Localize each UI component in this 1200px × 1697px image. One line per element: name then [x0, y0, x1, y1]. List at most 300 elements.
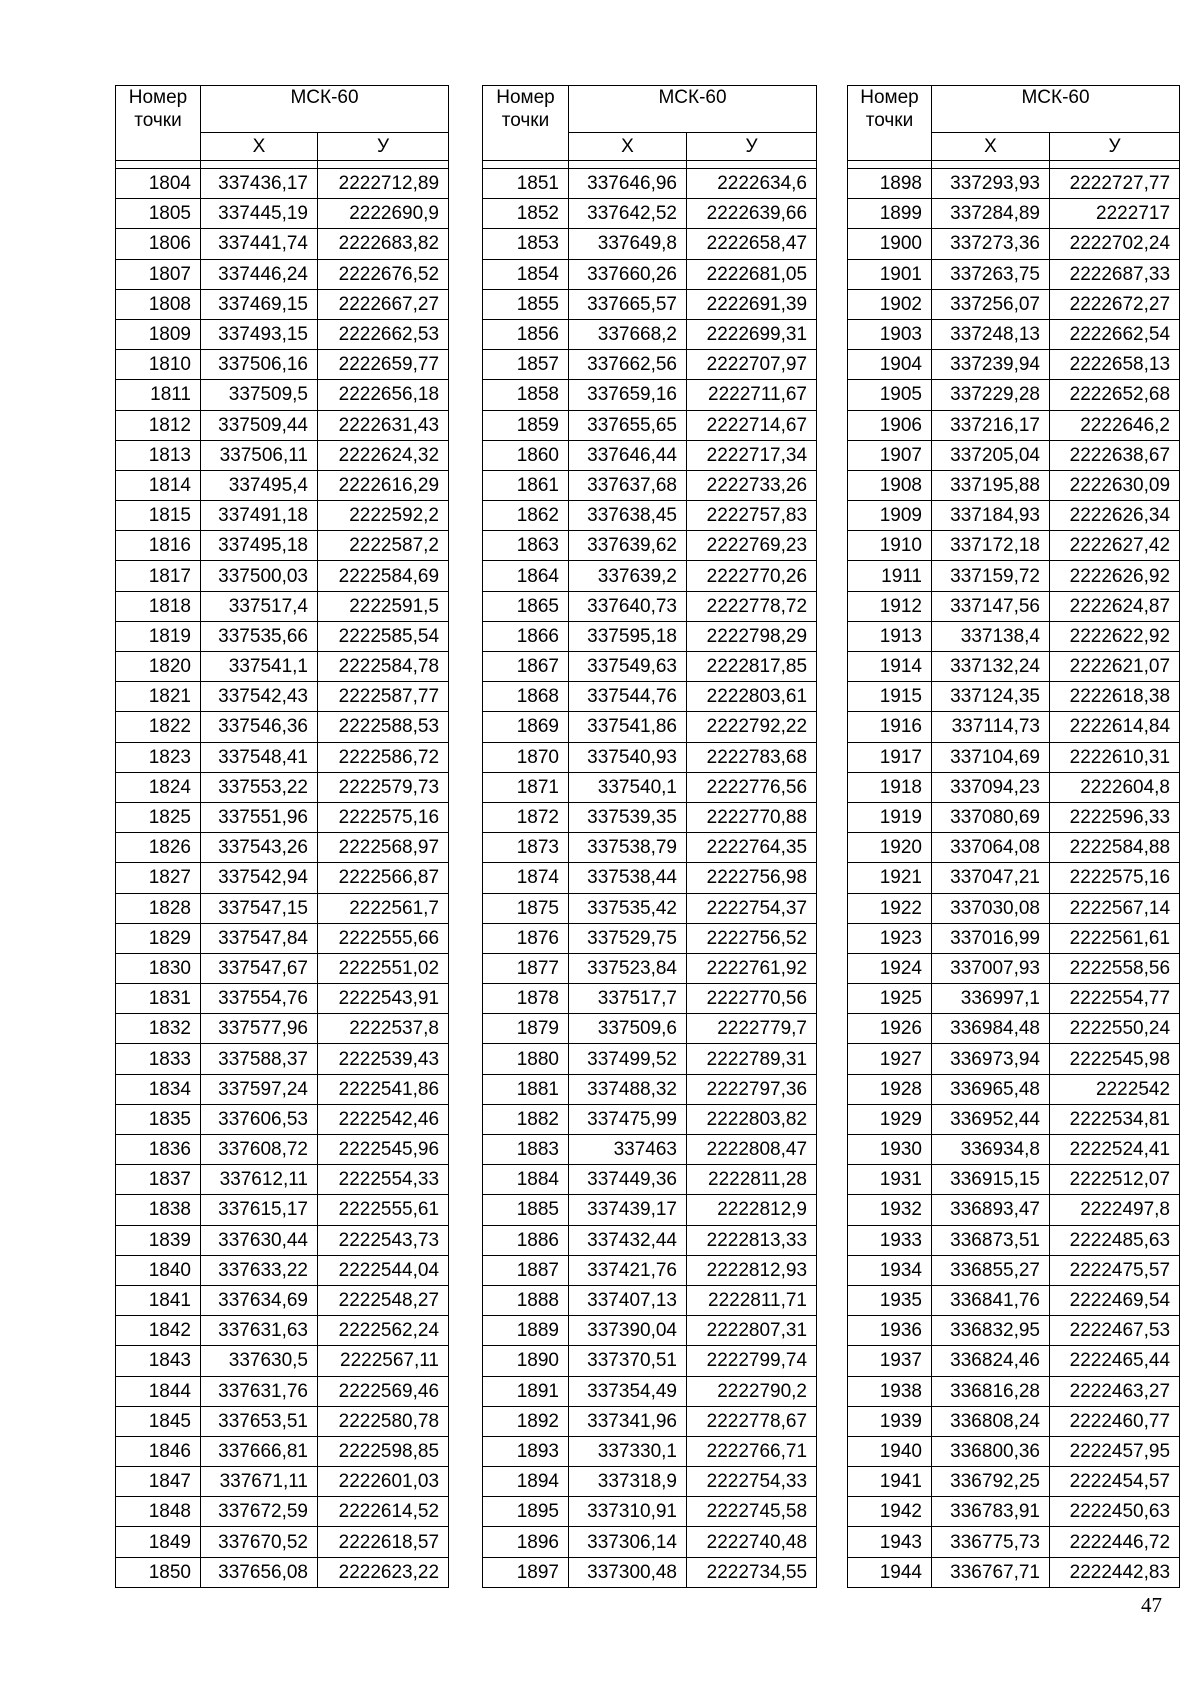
point-number-cell: 1929 [848, 1104, 932, 1134]
table-row [848, 561, 1180, 591]
y-coordinate-cell: 2222460,77 [1050, 1406, 1180, 1436]
x-coordinate-cell: 337672,59 [201, 1497, 318, 1527]
y-coordinate-cell: 2222676,52 [318, 259, 449, 289]
x-coordinate-cell: 336783,91 [932, 1497, 1050, 1527]
x-coordinate-cell: 337306,14 [569, 1527, 687, 1557]
y-coordinate-cell: 2222712,89 [318, 169, 449, 199]
point-number-cell: 1927 [848, 1044, 932, 1074]
x-coordinate-cell: 336915,15 [932, 1165, 1050, 1195]
point-number-cell: 1807 [116, 259, 201, 289]
y-coordinate-cell: 2222770,56 [687, 984, 817, 1014]
x-coordinate-cell: 337523,84 [569, 953, 687, 983]
point-number-cell: 1915 [848, 682, 932, 712]
x-coordinate-cell: 336965,48 [932, 1074, 1050, 1104]
header-x: Х [201, 133, 318, 161]
x-coordinate-cell: 337064,08 [932, 833, 1050, 863]
y-coordinate-cell: 2222803,82 [687, 1104, 817, 1134]
y-coordinate-cell: 2222568,97 [318, 833, 449, 863]
y-coordinate-cell: 2222621,07 [1050, 652, 1180, 682]
table-row [116, 169, 449, 199]
x-coordinate-cell: 337436,17 [201, 169, 318, 199]
table-row [116, 1376, 449, 1406]
point-number-cell: 1893 [483, 1436, 569, 1466]
point-number-cell: 1818 [116, 591, 201, 621]
point-number-cell: 1862 [483, 501, 569, 531]
point-number-cell: 1943 [848, 1527, 932, 1557]
point-number-cell: 1904 [848, 350, 932, 380]
point-number-cell: 1819 [116, 621, 201, 651]
x-coordinate-cell: 336984,48 [932, 1014, 1050, 1044]
y-coordinate-cell: 2222790,2 [687, 1376, 817, 1406]
table-row [116, 1436, 449, 1466]
y-coordinate-cell: 2222808,47 [687, 1135, 817, 1165]
y-coordinate-cell: 2222567,11 [318, 1346, 449, 1376]
x-coordinate-cell: 336832,95 [932, 1316, 1050, 1346]
table-row [483, 1104, 817, 1134]
y-coordinate-cell: 2222799,74 [687, 1346, 817, 1376]
y-coordinate-cell: 2222812,93 [687, 1255, 817, 1285]
y-coordinate-cell: 2222585,54 [318, 621, 449, 651]
y-coordinate-cell: 2222579,73 [318, 772, 449, 802]
point-number-cell: 1852 [483, 199, 569, 229]
table-row [483, 169, 817, 199]
point-number-cell: 1919 [848, 802, 932, 832]
point-number-cell: 1833 [116, 1044, 201, 1074]
y-coordinate-cell: 2222783,68 [687, 742, 817, 772]
point-number-cell: 1822 [116, 712, 201, 742]
point-number-cell: 1843 [116, 1346, 201, 1376]
y-coordinate-cell: 2222776,56 [687, 772, 817, 802]
point-number-cell: 1941 [848, 1467, 932, 1497]
x-coordinate-cell: 337432,44 [569, 1225, 687, 1255]
point-number-cell: 1828 [116, 893, 201, 923]
y-coordinate-cell: 2222754,33 [687, 1467, 817, 1497]
x-coordinate-cell: 337535,42 [569, 893, 687, 923]
table-row [483, 1135, 817, 1165]
x-coordinate-cell: 337114,73 [932, 712, 1050, 742]
header-y: У [1050, 133, 1180, 161]
x-coordinate-cell: 336841,76 [932, 1285, 1050, 1315]
x-coordinate-cell: 337229,28 [932, 380, 1050, 410]
x-coordinate-cell: 337159,72 [932, 561, 1050, 591]
x-coordinate-cell: 337540,93 [569, 742, 687, 772]
table-row [116, 350, 449, 380]
x-coordinate-cell: 337493,15 [201, 319, 318, 349]
header-x: Х [569, 133, 687, 161]
x-coordinate-cell: 337256,07 [932, 289, 1050, 319]
point-number-cell: 1932 [848, 1195, 932, 1225]
x-coordinate-cell: 337630,44 [201, 1225, 318, 1255]
y-coordinate-cell: 2222604,8 [1050, 772, 1180, 802]
y-coordinate-cell: 2222543,91 [318, 984, 449, 1014]
point-number-cell: 1829 [116, 923, 201, 953]
x-coordinate-cell: 337445,19 [201, 199, 318, 229]
y-coordinate-cell: 2222672,27 [1050, 289, 1180, 319]
header-point-number: Номер точки [116, 86, 201, 161]
y-coordinate-cell: 2222714,67 [687, 410, 817, 440]
x-coordinate-cell: 337446,24 [201, 259, 318, 289]
x-coordinate-cell: 337184,93 [932, 501, 1050, 531]
y-coordinate-cell: 2222639,66 [687, 199, 817, 229]
point-number-cell: 1897 [483, 1557, 569, 1587]
point-number-cell: 1944 [848, 1557, 932, 1587]
y-coordinate-cell: 2222558,56 [1050, 953, 1180, 983]
x-coordinate-cell: 337634,69 [201, 1285, 318, 1315]
table-row [116, 742, 449, 772]
y-coordinate-cell: 2222764,35 [687, 833, 817, 863]
point-number-cell: 1849 [116, 1527, 201, 1557]
point-number-cell: 1930 [848, 1135, 932, 1165]
x-coordinate-cell: 337539,35 [569, 802, 687, 832]
x-coordinate-cell: 337172,18 [932, 531, 1050, 561]
x-coordinate-cell: 337671,11 [201, 1467, 318, 1497]
y-coordinate-cell: 2222454,57 [1050, 1467, 1180, 1497]
table-row [848, 440, 1180, 470]
table-row [116, 380, 449, 410]
x-coordinate-cell: 337535,66 [201, 621, 318, 651]
table-row [483, 561, 817, 591]
header-coordinate-system: МСК-60 [201, 86, 449, 133]
y-coordinate-cell: 2222770,26 [687, 561, 817, 591]
y-coordinate-cell: 2222757,83 [687, 501, 817, 531]
point-number-cell: 1804 [116, 169, 201, 199]
table-row [848, 470, 1180, 500]
point-number-cell: 1826 [116, 833, 201, 863]
y-coordinate-cell: 2222575,16 [1050, 863, 1180, 893]
y-coordinate-cell: 2222588,53 [318, 712, 449, 742]
x-coordinate-cell: 336855,27 [932, 1255, 1050, 1285]
y-coordinate-cell: 2222792,22 [687, 712, 817, 742]
point-number-cell: 1887 [483, 1255, 569, 1285]
point-number-cell: 1842 [116, 1316, 201, 1346]
table-row [483, 1255, 817, 1285]
x-coordinate-cell: 337547,67 [201, 953, 318, 983]
table-row [116, 470, 449, 500]
table-row [848, 410, 1180, 440]
point-number-cell: 1922 [848, 893, 932, 923]
y-coordinate-cell: 2222717,34 [687, 440, 817, 470]
point-number-cell: 1835 [116, 1104, 201, 1134]
point-number-cell: 1806 [116, 229, 201, 259]
x-coordinate-cell: 337660,26 [569, 259, 687, 289]
y-coordinate-cell: 2222699,31 [687, 319, 817, 349]
x-coordinate-cell: 337655,65 [569, 410, 687, 440]
point-number-cell: 1869 [483, 712, 569, 742]
x-coordinate-cell: 337132,24 [932, 652, 1050, 682]
point-number-cell: 1864 [483, 561, 569, 591]
x-coordinate-cell: 336893,47 [932, 1195, 1050, 1225]
x-coordinate-cell: 337495,4 [201, 470, 318, 500]
table-row [848, 1195, 1180, 1225]
x-coordinate-cell: 337597,24 [201, 1074, 318, 1104]
table-row [848, 380, 1180, 410]
x-coordinate-cell: 336808,24 [932, 1406, 1050, 1436]
y-coordinate-cell: 2222534,81 [1050, 1104, 1180, 1134]
point-number-cell: 1934 [848, 1255, 932, 1285]
table-row [483, 1165, 817, 1195]
x-coordinate-cell: 337469,15 [201, 289, 318, 319]
y-coordinate-cell: 2222740,48 [687, 1527, 817, 1557]
table-row [116, 289, 449, 319]
x-coordinate-cell: 336767,71 [932, 1557, 1050, 1587]
y-coordinate-cell: 2222638,67 [1050, 440, 1180, 470]
y-coordinate-cell: 2222734,55 [687, 1557, 817, 1587]
table-row [848, 923, 1180, 953]
x-coordinate-cell: 337318,9 [569, 1467, 687, 1497]
x-coordinate-cell: 336800,36 [932, 1436, 1050, 1466]
x-coordinate-cell: 337544,76 [569, 682, 687, 712]
x-coordinate-cell: 337665,57 [569, 289, 687, 319]
point-number-cell: 1847 [116, 1467, 201, 1497]
header-y: У [318, 133, 449, 161]
x-coordinate-cell: 337649,8 [569, 229, 687, 259]
table-row [848, 1316, 1180, 1346]
table-row [116, 229, 449, 259]
point-number-cell: 1855 [483, 289, 569, 319]
point-number-cell: 1846 [116, 1436, 201, 1466]
y-coordinate-cell: 2222798,29 [687, 621, 817, 651]
y-coordinate-cell: 2222711,67 [687, 380, 817, 410]
coord-table-3 [847, 85, 1180, 1588]
table-row [116, 1014, 449, 1044]
table-row [483, 591, 817, 621]
table-row [848, 953, 1180, 983]
point-number-cell: 1899 [848, 199, 932, 229]
table-row [116, 984, 449, 1014]
point-number-cell: 1883 [483, 1135, 569, 1165]
x-coordinate-cell: 337239,94 [932, 350, 1050, 380]
table-row [116, 1406, 449, 1436]
table-row [848, 1104, 1180, 1134]
x-coordinate-cell: 337354,49 [569, 1376, 687, 1406]
table-row [483, 1074, 817, 1104]
y-coordinate-cell: 2222627,42 [1050, 531, 1180, 561]
point-number-cell: 1925 [848, 984, 932, 1014]
y-coordinate-cell: 2222446,72 [1050, 1527, 1180, 1557]
table-row [848, 199, 1180, 229]
table-row [848, 1497, 1180, 1527]
table-row [116, 772, 449, 802]
point-number-cell: 1889 [483, 1316, 569, 1346]
point-number-cell: 1867 [483, 652, 569, 682]
point-number-cell: 1912 [848, 591, 932, 621]
x-coordinate-cell: 337488,32 [569, 1074, 687, 1104]
table-row [116, 1104, 449, 1134]
y-coordinate-cell: 2222630,09 [1050, 470, 1180, 500]
x-coordinate-cell: 337543,26 [201, 833, 318, 863]
table-row [848, 229, 1180, 259]
table-row [848, 1074, 1180, 1104]
point-number-cell: 1817 [116, 561, 201, 591]
x-coordinate-cell: 337639,62 [569, 531, 687, 561]
table-row [483, 1285, 817, 1315]
header-coordinate-system: МСК-60 [569, 86, 817, 133]
x-coordinate-cell: 337640,73 [569, 591, 687, 621]
table-row [483, 470, 817, 500]
table-row [483, 1497, 817, 1527]
y-coordinate-cell: 2222707,97 [687, 350, 817, 380]
y-coordinate-cell: 2222624,87 [1050, 591, 1180, 621]
header-x: Х [932, 133, 1050, 161]
table-row [848, 1436, 1180, 1466]
table-row [483, 652, 817, 682]
y-coordinate-cell: 2222592,2 [318, 501, 449, 531]
x-coordinate-cell: 337094,23 [932, 772, 1050, 802]
x-coordinate-cell: 337300,48 [569, 1557, 687, 1587]
y-coordinate-cell: 2222512,07 [1050, 1165, 1180, 1195]
point-number-cell: 1900 [848, 229, 932, 259]
table-row [116, 199, 449, 229]
point-number-cell: 1841 [116, 1285, 201, 1315]
table-row [848, 1255, 1180, 1285]
table-row [483, 682, 817, 712]
x-coordinate-cell: 337341,96 [569, 1406, 687, 1436]
y-coordinate-cell: 2222813,33 [687, 1225, 817, 1255]
point-number-cell: 1832 [116, 1014, 201, 1044]
y-coordinate-cell: 2222626,34 [1050, 501, 1180, 531]
point-number-cell: 1830 [116, 953, 201, 983]
table-row [483, 621, 817, 651]
y-coordinate-cell: 2222566,87 [318, 863, 449, 893]
y-coordinate-cell: 2222591,5 [318, 591, 449, 621]
table-row [483, 984, 817, 1014]
table-row [848, 319, 1180, 349]
x-coordinate-cell: 337541,1 [201, 652, 318, 682]
point-number-cell: 1812 [116, 410, 201, 440]
table-row [116, 501, 449, 531]
x-coordinate-cell: 337080,69 [932, 802, 1050, 832]
table-row [116, 682, 449, 712]
table-row [483, 1346, 817, 1376]
y-coordinate-cell: 2222779,7 [687, 1014, 817, 1044]
point-number-cell: 1834 [116, 1074, 201, 1104]
point-number-cell: 1878 [483, 984, 569, 1014]
table-row [848, 652, 1180, 682]
table-row [848, 1165, 1180, 1195]
point-number-cell: 1838 [116, 1195, 201, 1225]
point-number-cell: 1859 [483, 410, 569, 440]
table-row [848, 1406, 1180, 1436]
x-coordinate-cell: 337608,72 [201, 1135, 318, 1165]
table-row [483, 289, 817, 319]
header-coordinate-system: МСК-60 [932, 86, 1180, 133]
point-number-cell: 1909 [848, 501, 932, 531]
point-number-cell: 1935 [848, 1285, 932, 1315]
y-coordinate-cell: 2222754,37 [687, 893, 817, 923]
x-coordinate-cell: 337542,43 [201, 682, 318, 712]
point-number-cell: 1911 [848, 561, 932, 591]
y-coordinate-cell: 2222616,29 [318, 470, 449, 500]
point-number-cell: 1823 [116, 742, 201, 772]
table-row [483, 1044, 817, 1074]
y-coordinate-cell: 2222687,33 [1050, 259, 1180, 289]
y-coordinate-cell: 2222727,77 [1050, 169, 1180, 199]
table-row [483, 440, 817, 470]
x-coordinate-cell: 337606,53 [201, 1104, 318, 1134]
point-number-cell: 1908 [848, 470, 932, 500]
table-row [848, 531, 1180, 561]
y-coordinate-cell: 2222667,27 [318, 289, 449, 319]
y-coordinate-cell: 2222545,96 [318, 1135, 449, 1165]
x-coordinate-cell: 337390,04 [569, 1316, 687, 1346]
point-number-cell: 1839 [116, 1225, 201, 1255]
point-number-cell: 1856 [483, 319, 569, 349]
table-row [483, 953, 817, 983]
point-number-cell: 1942 [848, 1497, 932, 1527]
y-coordinate-cell: 2222584,88 [1050, 833, 1180, 863]
point-number-cell: 1808 [116, 289, 201, 319]
x-coordinate-cell: 336824,46 [932, 1346, 1050, 1376]
point-number-cell: 1816 [116, 531, 201, 561]
point-number-cell: 1813 [116, 440, 201, 470]
x-coordinate-cell: 337310,91 [569, 1497, 687, 1527]
point-number-cell: 1936 [848, 1316, 932, 1346]
point-number-cell: 1809 [116, 319, 201, 349]
x-coordinate-cell: 337475,99 [569, 1104, 687, 1134]
point-number-cell: 1872 [483, 802, 569, 832]
point-number-cell: 1821 [116, 682, 201, 712]
table-row [848, 682, 1180, 712]
point-number-cell: 1811 [116, 380, 201, 410]
table-row [116, 1225, 449, 1255]
point-number-cell: 1860 [483, 440, 569, 470]
y-coordinate-cell: 2222614,52 [318, 1497, 449, 1527]
point-number-cell: 1918 [848, 772, 932, 802]
x-coordinate-cell: 337439,17 [569, 1195, 687, 1225]
table-row [483, 802, 817, 832]
point-number-cell: 1881 [483, 1074, 569, 1104]
table-row [483, 712, 817, 742]
y-coordinate-cell: 2222450,63 [1050, 1497, 1180, 1527]
x-coordinate-cell: 337104,69 [932, 742, 1050, 772]
x-coordinate-cell: 337595,18 [569, 621, 687, 651]
y-coordinate-cell: 2222554,77 [1050, 984, 1180, 1014]
table-row [848, 501, 1180, 531]
point-number-cell: 1895 [483, 1497, 569, 1527]
y-coordinate-cell: 2222586,72 [318, 742, 449, 772]
x-coordinate-cell: 337659,16 [569, 380, 687, 410]
x-coordinate-cell: 337147,56 [932, 591, 1050, 621]
y-coordinate-cell: 2222626,92 [1050, 561, 1180, 591]
point-number-cell: 1863 [483, 531, 569, 561]
table-row [483, 833, 817, 863]
table-row [116, 1195, 449, 1225]
x-coordinate-cell: 336873,51 [932, 1225, 1050, 1255]
x-coordinate-cell: 337630,5 [201, 1346, 318, 1376]
x-coordinate-cell: 337517,4 [201, 591, 318, 621]
x-coordinate-cell: 337542,94 [201, 863, 318, 893]
table-row [116, 953, 449, 983]
point-number-cell: 1892 [483, 1406, 569, 1436]
table-row [116, 1135, 449, 1165]
x-coordinate-cell: 336816,28 [932, 1376, 1050, 1406]
y-coordinate-cell: 2222537,8 [318, 1014, 449, 1044]
x-coordinate-cell: 337548,41 [201, 742, 318, 772]
y-coordinate-cell: 2222475,57 [1050, 1255, 1180, 1285]
table-row [483, 772, 817, 802]
point-number-cell: 1824 [116, 772, 201, 802]
x-coordinate-cell: 337662,56 [569, 350, 687, 380]
table-row [483, 380, 817, 410]
x-coordinate-cell: 337047,21 [932, 863, 1050, 893]
table-row [483, 1014, 817, 1044]
point-number-cell: 1903 [848, 319, 932, 349]
y-coordinate-cell: 2222812,9 [687, 1195, 817, 1225]
point-number-cell: 1917 [848, 742, 932, 772]
y-coordinate-cell: 2222769,23 [687, 531, 817, 561]
x-coordinate-cell: 337509,6 [569, 1014, 687, 1044]
table-row [848, 984, 1180, 1014]
